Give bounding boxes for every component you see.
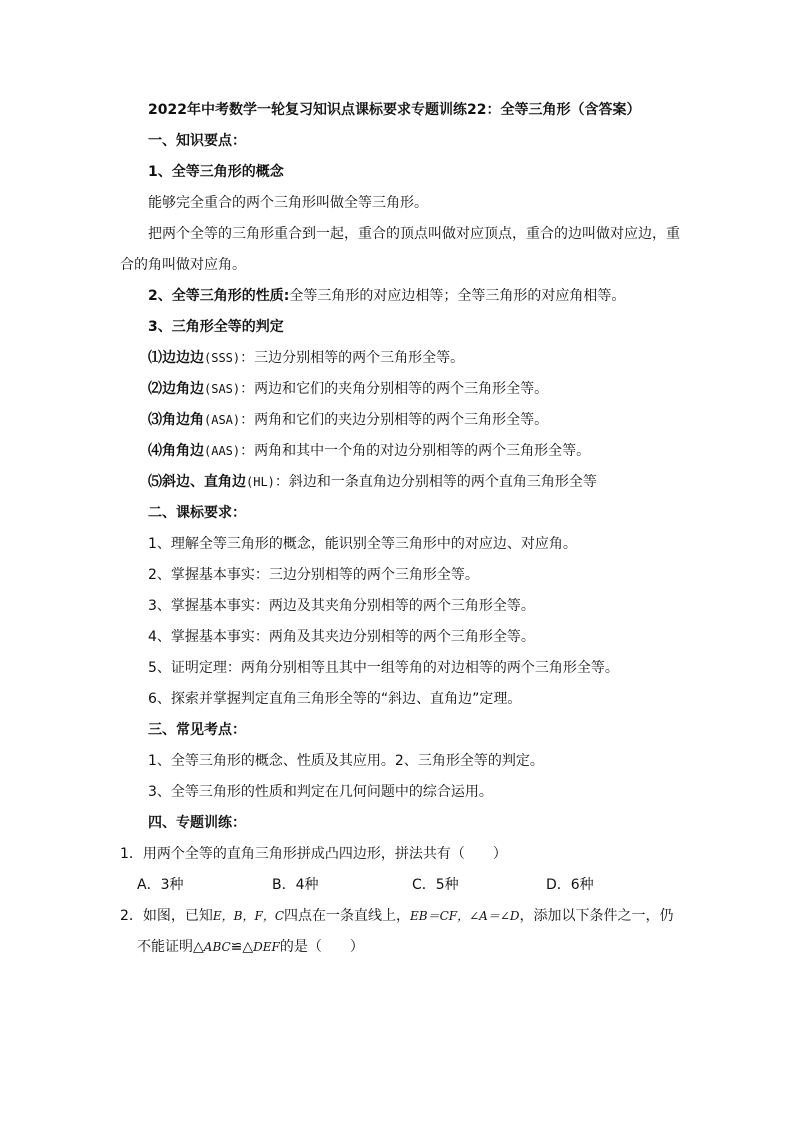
paragraph-correspondence-1: 把两个全等的三角形重合到一起，重合的顶点叫做对应顶点，重合的边叫做对应边，重 [148, 226, 680, 242]
criterion-sas-name: ⑵边角边 [148, 381, 204, 397]
criterion-sss [148, 348, 464, 368]
criterion-aas [148, 441, 590, 461]
question-2-text-b: 四点在一条直线上， [284, 908, 411, 924]
question-1-option-a: A．3种 [137, 877, 184, 893]
criterion-aas-name: ⑷角角边 [148, 443, 204, 459]
question-2-text-a: 2．如图，已知 [120, 908, 213, 924]
question-2-line-2 [137, 937, 364, 957]
question-1-option-d: D．6种 [546, 877, 594, 893]
criterion-sss-name: ⑴边边边 [148, 350, 204, 366]
criterion-sas [148, 379, 548, 399]
requirement-6: 6、探索并掌握判定直角三角形全等的“斜边、直角边”定理。 [148, 691, 522, 707]
exam-point-1: 1、全等三角形的概念、性质及其应用。2、三角形全等的判定。 [148, 753, 544, 769]
subheading-concept: 1、全等三角形的概念 [148, 164, 284, 180]
criterion-aas-text: ：两角和其中一个角的对边分别相等的两个三角形全等。 [240, 443, 591, 459]
requirement-5: 5、证明定理：两角分别相等且其中一组等角的对边相等的两个三角形全等。 [148, 660, 619, 676]
criterion-aas-abbr: (AAS) [204, 444, 241, 458]
question-2-text-c: ，添加以下条件之一，仍 [519, 908, 674, 924]
criterion-hl-name: ⑸斜边、直角边 [148, 474, 246, 490]
requirement-2: 2、掌握基本事实：三边分别相等的两个三角形全等。 [148, 567, 479, 583]
requirement-1: 1、理解全等三角形的概念，能识别全等三角形中的对应边、对应角。 [148, 536, 577, 552]
section-heading-knowledge: 一、知识要点： [148, 133, 246, 149]
subheading-criteria: 3、三角形全等的判定 [148, 319, 284, 335]
question-2-triangle-abc: ABC [203, 940, 231, 954]
properties-text: 全等三角形的对应边相等；全等三角形的对应角相等。 [289, 288, 626, 304]
criterion-sss-text: ：三边分别相等的两个三角形全等。 [240, 350, 465, 366]
criterion-asa-name: ⑶角边角 [148, 412, 204, 428]
criterion-hl-abbr: (HL) [246, 475, 275, 489]
section-heading-requirements: 二、课标要求： [148, 505, 246, 521]
exam-point-2: 3、全等三角形的性质和判定在几何问题中的综合运用。 [148, 784, 493, 800]
criterion-sas-abbr: (SAS) [204, 382, 241, 396]
requirement-4: 4、掌握基本事实：两角及其夹边分别相等的两个三角形全等。 [148, 629, 535, 645]
criterion-asa-text: ：两角和它们的夹边分别相等的两个三角形全等。 [240, 412, 549, 428]
criterion-sss-abbr: (SSS) [204, 351, 241, 365]
question-1: 1．用两个全等的直角三角形拼成凸四边形，拼法共有（ ） [120, 846, 507, 862]
section-heading-exam-points: 三、常见考点： [148, 722, 246, 738]
question-2-line-1 [120, 906, 674, 926]
requirement-3: 3、掌握基本事实：两边及其夹角分别相等的两个三角形全等。 [148, 598, 535, 614]
question-1-option-c: C．5种 [412, 877, 459, 893]
criterion-hl [148, 472, 597, 492]
question-2-triangle-def: DEF [253, 940, 280, 954]
paragraph-definition: 能够完全重合的两个三角形叫做全等三角形。 [148, 195, 428, 211]
subheading-properties [148, 286, 625, 306]
criterion-sas-text: ：两边和它们的夹角分别相等的两个三角形全等。 [240, 381, 549, 397]
criterion-asa-abbr: (ASA) [204, 413, 241, 427]
section-heading-training: 四、专题训练： [148, 815, 246, 831]
question-2-points: E，B，F，C [212, 909, 285, 923]
document-title: 2022年中考数学一轮复习知识点课标要求专题训练22：全等三角形（含答案） [148, 102, 641, 118]
question-2-text-d: 不能证明△ [137, 939, 204, 955]
paragraph-correspondence-2: 合的角叫做对应角。 [120, 257, 246, 273]
question-2-congruent-symbol: ≌△ [230, 939, 254, 955]
criterion-hl-text: ：斜边和一条直角边分别相等的两个直角三角形全等 [274, 474, 597, 490]
question-1-option-b: B．4种 [272, 877, 319, 893]
question-2-text-f: 的是（ ） [279, 939, 364, 955]
properties-label: 2、全等三角形的性质: [148, 288, 290, 304]
criterion-asa [148, 410, 548, 430]
question-2-given: EB＝CF，∠A＝∠D [410, 909, 520, 923]
